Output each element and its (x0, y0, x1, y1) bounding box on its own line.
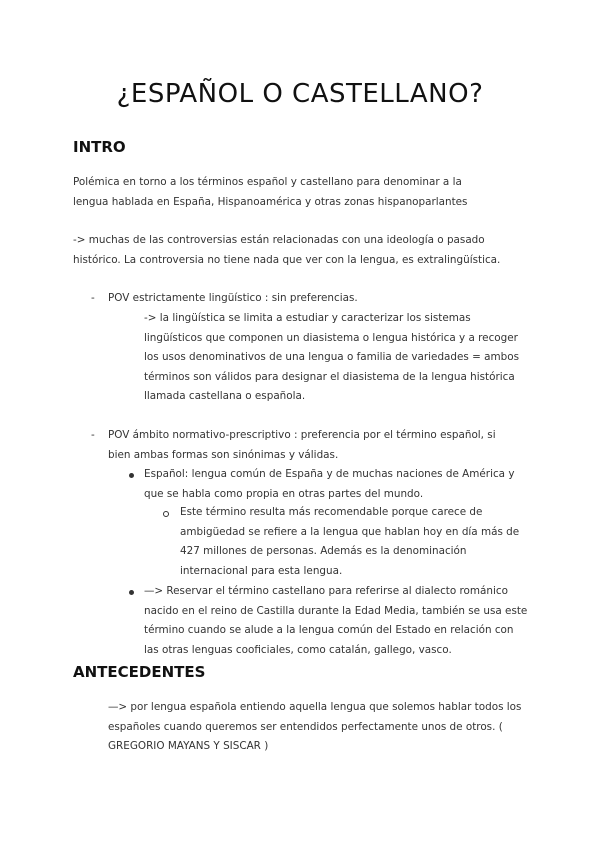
bullet-icon (129, 473, 134, 478)
bullet-icon (129, 590, 134, 595)
antecedentes-paragraph: —> por lengua española entiendo aquella lengua que solemos hablar todos los españoles cuando queremos ser entendidos perfectamente unos de otros. ( GREGORIO MAYANS Y SISCAR ) (108, 701, 522, 752)
antecedentes-heading: ANTECEDENTES (73, 663, 206, 681)
bullet-castellano: —> Reservar el término castellano para referirse al dialecto románico nacido en el reino de Castilla durante la Edad Media, también se usa este término cuando se alude a la lengua común del Estado en relación con las otras lenguas cooficiales, como catalán, gallego, vasco. (144, 585, 528, 656)
pov-linguistico-detail: -> la lingüística se limita a estudiar y caracterizar los sistemas lingüísticos que componen un diasistema o lengua histórica y a recoger los usos denominativos de una lengua o familia de variedades = ambos términos son válidos para designar el diasistema de la lengua histórica llamada castellana o española. (144, 312, 519, 402)
page-title: ¿ESPAÑOL O CASTELLANO? (116, 79, 484, 109)
intro-paragraph-2: -> muchas de las controversias están relacionadas con una ideología o pasado histórico. La controversia no tiene nada que ver con la lengua, es extralingüística. (73, 234, 501, 266)
bullet-espanol: Español: lengua común de España y de muchas naciones de América y que se habla como propia en otras partes del mundo. (144, 468, 515, 500)
intro-heading: INTRO (73, 138, 126, 156)
dash-marker-2: - (91, 429, 95, 441)
sub-bullet-recomendable: Este término resulta más recomendable porque carece de ambigüedad se refiere a la lengua que hablan hoy en día más de 427 millones de personas. Además es la denominación internacional para esta lengua. (180, 506, 520, 577)
intro-paragraph-1: Polémica en torno a los términos español y castellano para denominar a la lengua hablada en España, Hispanoamérica y otras zonas hispanoparlantes (73, 176, 468, 208)
pov-normativo: POV ámbito normativo-prescriptivo : preferencia por el término español, si bien ambas formas son sinónimas y válidas. (108, 429, 496, 461)
dash-marker-1: - (91, 292, 95, 304)
circle-bullet-icon (163, 511, 169, 517)
pov-linguistico: POV estrictamente lingüístico : sin preferencias. (108, 292, 358, 304)
